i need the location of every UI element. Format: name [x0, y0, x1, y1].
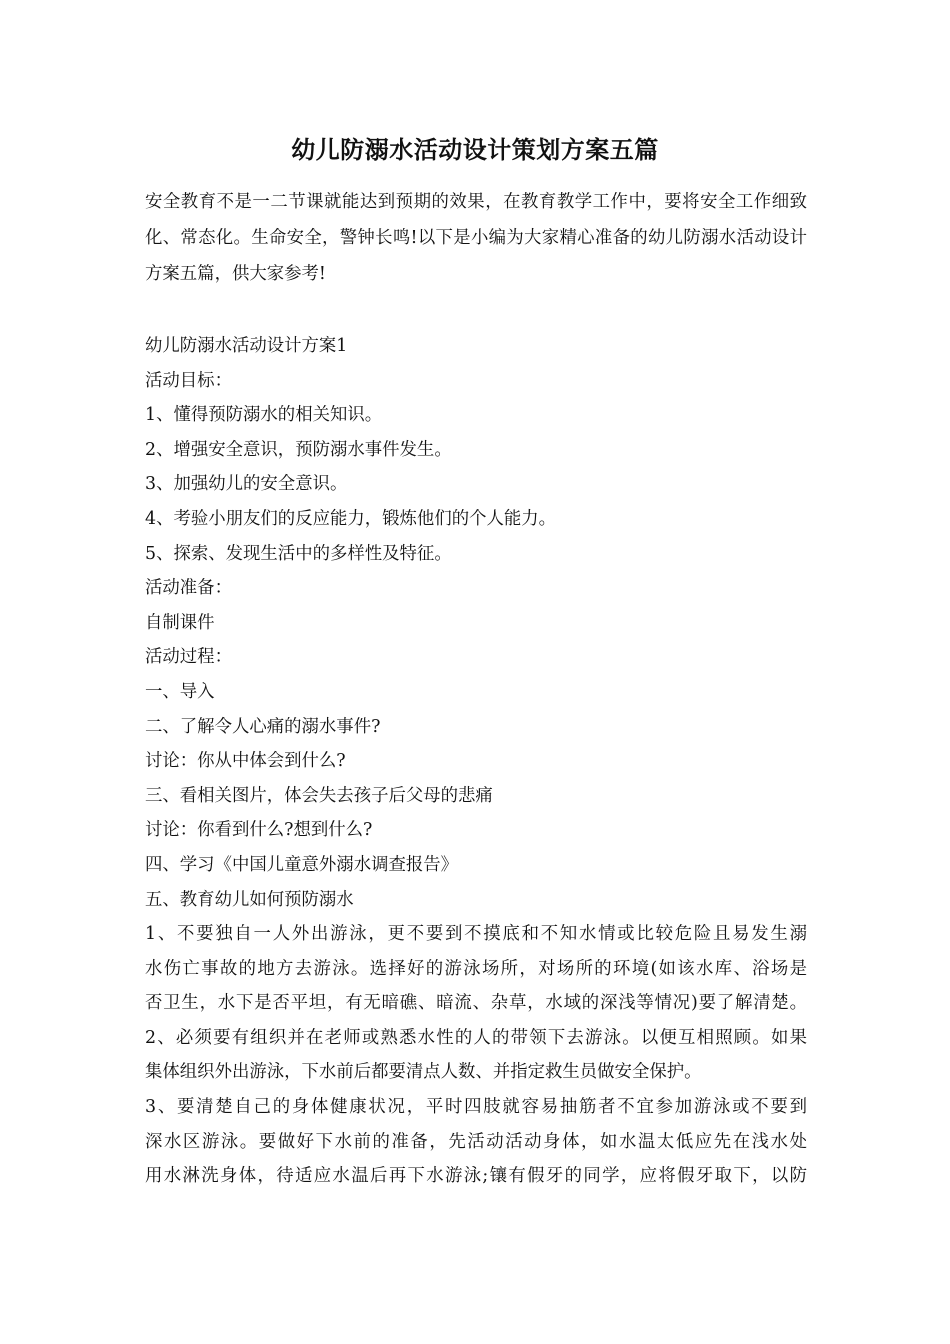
body-line: 深水区游泳。要做好下水前的准备，先活动活动身体，如水温太低应先在浅水处 [145, 1131, 807, 1152]
body-line: 1、懂得预防溺水的相关知识。 [145, 405, 383, 426]
document-title: 幼儿防溺水活动设计策划方案五篇 [291, 135, 659, 164]
body-line: 集体组织外出游泳，下水前后都要清点人数、并指定救生员做安全保护。 [145, 1062, 702, 1083]
body-line: 用水淋洗身体，待适应水温后再下水游泳;镶有假牙的同学，应将假牙取下，以防 [145, 1166, 807, 1187]
body-line: 3、要清楚自己的身体健康状况，平时四肢就容易抽筋者不宜参加游泳或不要到 [145, 1097, 807, 1118]
body-line: 活动目标： [145, 370, 232, 391]
body-line: 讨论：你从中体会到什么? [145, 751, 346, 772]
body-line: 五、教育幼儿如何预防溺水 [145, 889, 354, 910]
body-line: 2、增强安全意识，预防溺水事件发生。 [145, 439, 452, 460]
body-line: 2、必须要有组织并在老师或熟悉水性的人的带领下去游泳。以便互相照顾。如果 [145, 1027, 807, 1048]
body-line: 水伤亡事故的地方去游泳。选择好的游泳场所，对场所的环境(如该水库、浴场是 [145, 958, 807, 979]
body-line: 讨论：你看到什么?想到什么? [145, 820, 373, 841]
body-line: 3、加强幼儿的安全意识。 [145, 474, 348, 495]
document-body [145, 329, 807, 1194]
body-line: 一、导入 [145, 681, 215, 702]
body-line: 幼儿防溺水活动设计方案1 [145, 336, 348, 356]
body-line: 4、考验小朋友们的反应能力，锻炼他们的个人能力。 [145, 508, 557, 529]
body-line: 1、不要独自一人外出游泳，更不要到不摸底和不知水情或比较危险且易发生溺 [145, 924, 807, 945]
body-line: 活动准备： [145, 578, 232, 599]
body-line: 四、学习《中国儿童意外溺水调查报告》 [145, 854, 459, 875]
body-line: 三、看相关图片，体会失去孩子后父母的悲痛 [145, 785, 493, 806]
intro-paragraph: 安全教育不是一二节课就能达到预期的效果，在教育教学工作中，要将安全工作细致化、常态化。生命安全，警钟长鸣!以下是小编为大家精心准备的幼儿防溺水活动设计方案五篇，供大家参考! [145, 192, 807, 284]
body-line: 自制课件 [145, 612, 215, 633]
body-line: 否卫生，水下是否平坦，有无暗礁、暗流、杂草，水域的深浅等情况)要了解清楚。 [145, 993, 807, 1014]
body-line: 5、探索、发现生活中的多样性及特征。 [145, 543, 452, 564]
body-line: 二、了解令人心痛的溺水事件? [145, 716, 381, 737]
body-line: 活动过程： [145, 647, 232, 668]
